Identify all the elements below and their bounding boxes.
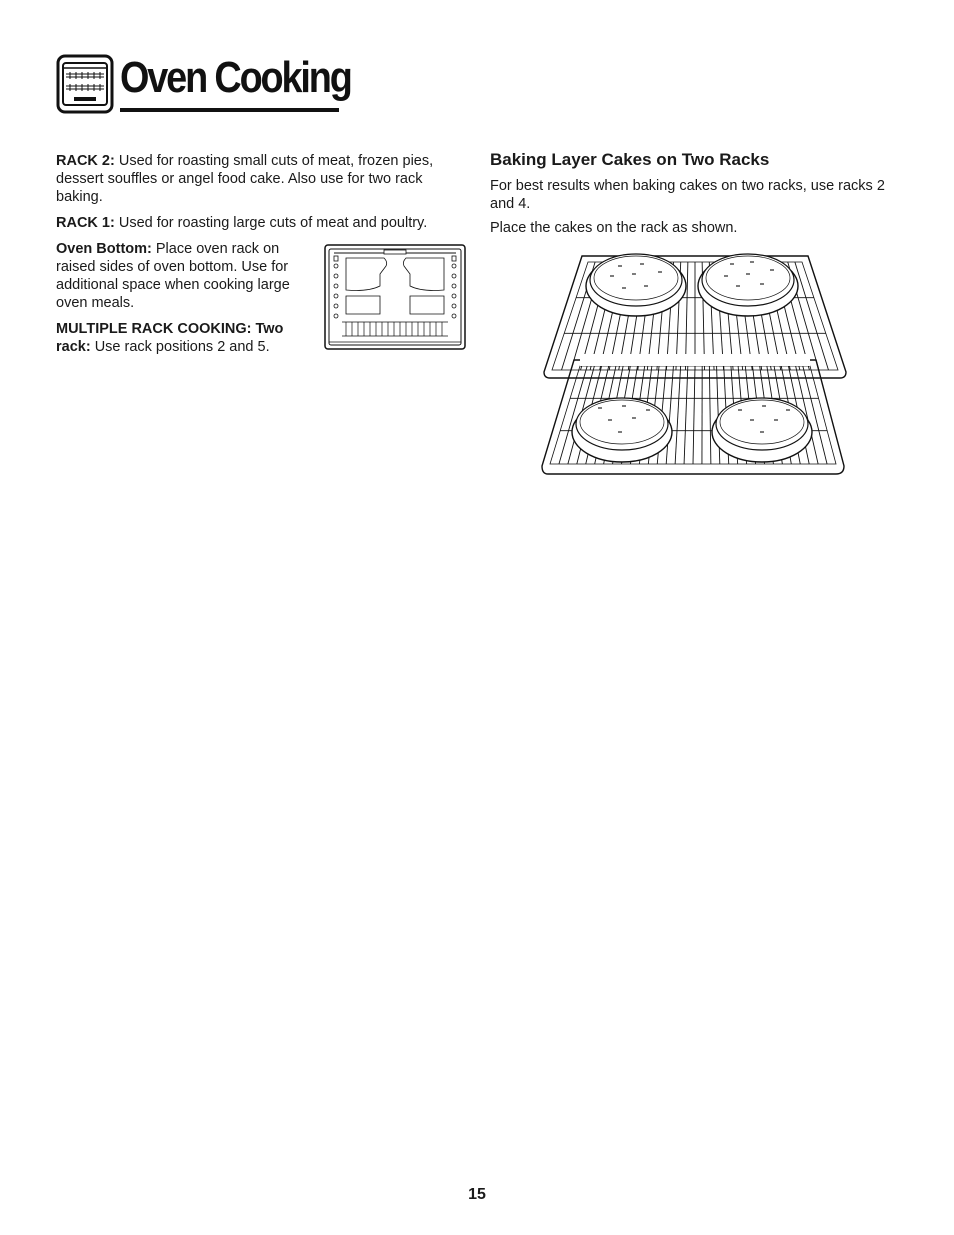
rack2-label: RACK 2: — [56, 153, 115, 169]
instructions-paragraph-1: For best results when baking cakes on two racks, use racks 2 and 4. — [490, 178, 885, 212]
right-column — [490, 150, 900, 243]
title-underline — [120, 108, 339, 112]
cake-lower-left — [572, 398, 672, 462]
rack1-text: Used for roasting large cuts of meat and poultry. — [114, 215, 428, 231]
rack2-text: Used for roasting small cuts of meat, frozen pies, dessert souffles or angel food cake. Also use for two rack baking. — [56, 153, 434, 205]
rack1-label: RACK 1: — [56, 215, 115, 231]
oven-bottom-label: Oven Bottom: — [56, 241, 152, 257]
cake-upper-left — [586, 254, 686, 316]
multiple-rack-paragraph — [56, 320, 306, 356]
two-racks-cakes-illustration — [540, 248, 850, 480]
cake-lower-right — [712, 398, 812, 462]
rack2-paragraph — [56, 152, 446, 206]
oven-cavity-illustration — [324, 244, 466, 350]
multiple-rack-text: Use rack positions 2 and 5. — [90, 339, 270, 355]
section-heading: Baking Layer Cakes on Two Racks — [490, 150, 770, 169]
rack1-paragraph — [56, 214, 446, 232]
multiple-rack-label: MULTIPLE RACK COOKING: Two rack: — [56, 321, 284, 355]
cake-upper-right — [698, 254, 798, 316]
oven-icon — [56, 54, 114, 114]
page-header — [56, 52, 351, 116]
page-number: 15 — [468, 1186, 486, 1203]
instructions-paragraph-2: Place the cakes on the rack as shown. — [490, 220, 738, 236]
oven-bottom-text: Place oven rack on raised sides of oven bottom. Use for additional space when cooking large oven meals. — [56, 241, 290, 311]
page-title: Oven Cooking — [120, 53, 351, 102]
oven-bottom-paragraph — [56, 240, 306, 312]
